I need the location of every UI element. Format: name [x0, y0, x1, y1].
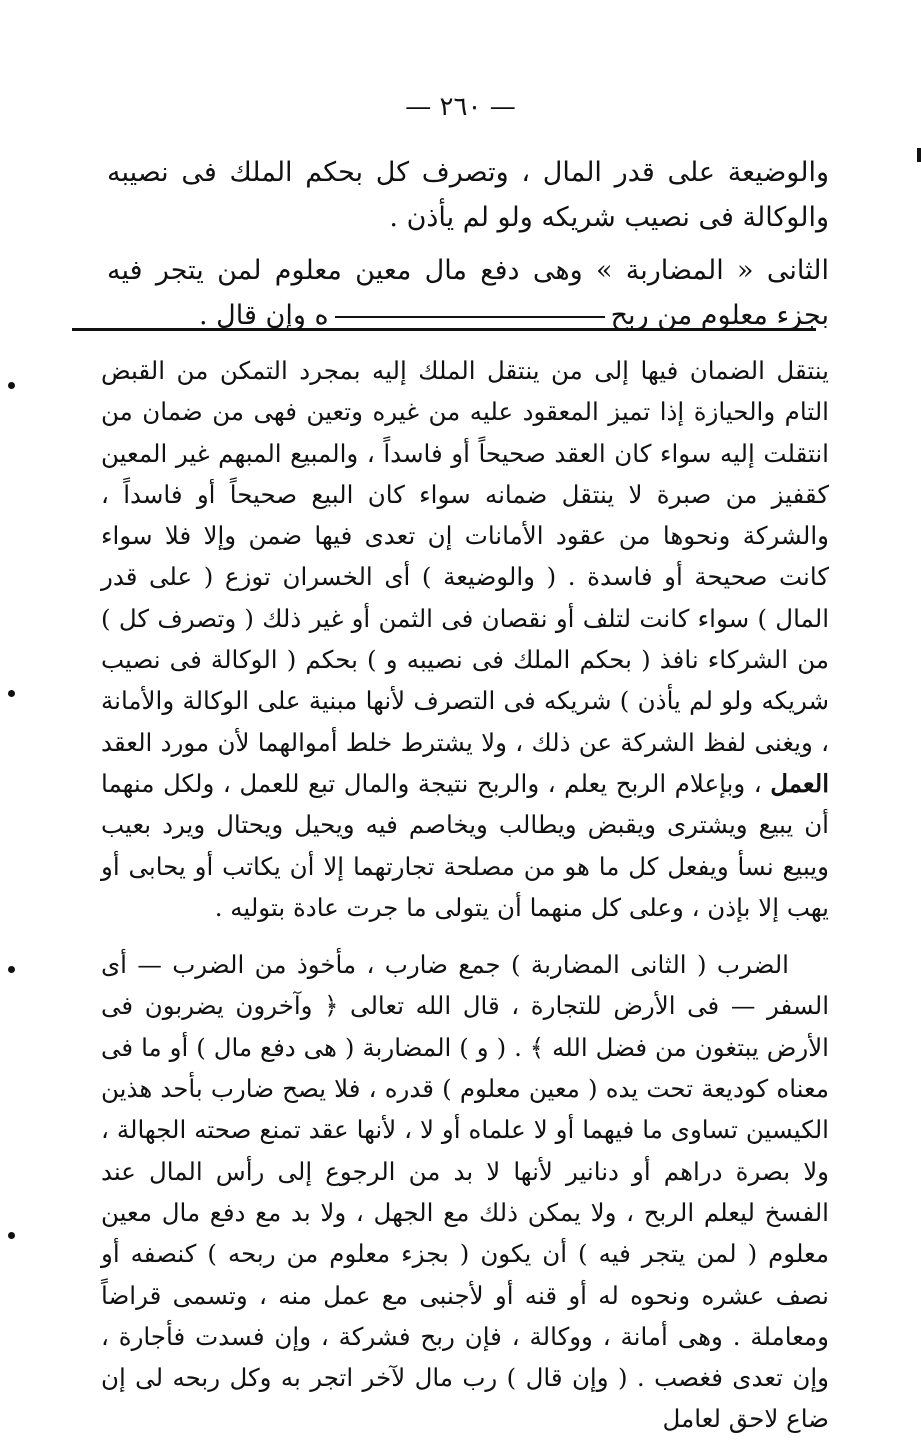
omission-line — [335, 316, 605, 318]
commentary-text — [101, 350, 829, 1440]
commentary-emphasis: العمل — [770, 768, 830, 798]
commentary-segment: ينتقل الضمان فيها إلى من ينتقل الملك إليه بمجرد التمكن من القبض التام والحيازة إذا تميز المعقود عليه من غيره وتعين فهى من ضمان من انتقلت إليه سواء كان العقد صحيحاً أو فاسداً ، والمبيع المبهم غير المعين كقفيز من صبرة لا ينتقل ضمانه سواء كان البيع صحيحاً أو فاسداً ، والشركة ونحوها من عقود الأمانات إن تعدى فيها ضمن وإلا فلا سواء كانت صحيحة أو فاسدة . ( والوضيعة ) أى الخسران توزع ( على قدر المال ) سواء كانت لتلف أو نقصان فى الثمن أو غير ذلك ( وتصرف كل ) من الشركاء نافذ ( بحكم الملك فى نصيبه و ) بحكم ( الوكالة فى نصيب شريكه ولو لم يأذن ) شريكه فى التصرف لأنها مبنية على الوكالة والأمانة ، ويغنى لفظ الشركة عن ذلك ، ولا يشترط خلط أموالهما لأن مورد العقد — [101, 356, 829, 757]
main-text-paragraph: والوضيعة على قدر المال ، وتصرف كل بحكم الملك فى نصيبه والوكالة فى نصيب شريكه ولو لم يأذن . — [107, 157, 829, 233]
main-text-segment: ه وإن قال . — [199, 300, 329, 331]
main-text — [107, 150, 829, 338]
page-number: — ٢٦٠ — — [405, 92, 516, 122]
commentary-segment: ، وبإعلام الربح يعلم ، والربح نتيجة والمال تبع للعمل ، ولكل منهما أن يبيع ويشترى ويقبض ويطالب ويخاصم فيه ويحيل ويحتال ويرد بعيب ويبيع نسأ ويفعل كل ما هو من مصلحة تجارتهما إلا أن يكاتب أو يحابى أو يهب إلا بإذن ، وعلى كل منهما أن يتولى ما جرت عادة بتوليه . — [101, 768, 829, 922]
main-text-segment: الثانى « المضاربة » وهى دفع مال معين معلوم لمن يتجر فيه بجزء معلوم من ربح — [107, 255, 829, 331]
section-divider — [72, 328, 816, 331]
commentary-paragraph — [101, 350, 829, 928]
binding-hole — [8, 690, 15, 697]
main-text-paragraph — [107, 248, 829, 338]
binding-hole — [8, 382, 15, 389]
binding-hole — [8, 1232, 15, 1239]
scan-edge-mark — [917, 148, 921, 162]
binding-hole — [8, 966, 15, 973]
binding-holes — [0, 0, 20, 1340]
commentary-paragraph: الضرب ( الثانى المضاربة ) جمع ضارب ، مأخوذ من الضرب — أى السفر — فى الأرض للتجارة ، قال الله تعالى ﴿ وآخرون يضربون فى الأرض يبتغون من فضل الله ﴾ . ( و ) المضاربة ( هى دفع مال ) أو ما فى معناه كوديعة تحت يده ( معين معلوم ) قدره ، فلا يصح ضارب بأحد هذين الكيسين تساوى ما فيهما أو لا علماه أو لا ، لأنها عقد تمنع صحته الجهالة ، ولا بصرة دراهم أو دنانير لأنها لا بد من الرجوع إلى رأس المال عند الفسخ ليعلم الربح ، ولا يمكن ذلك مع الجهل ، ولا بد مع دفع مال معين معلوم ( لمن يتجر فيه ) أن يكون ( بجزء معلوم من ربحه ) كنصفه أو نصف عشره ونحوه له أو قنه أو لأجنبى مع عمل منه ، وتسمى قراضاً ومعاملة . وهى أمانة ، ووكالة ، فإن ربح فشركة ، وإن فسدت فأجارة ، وإن تعدى فغصب . ( وإن قال ) رب مال لآخر اتجر به وكل ربحه لى إن ضاع لاحق لعامل — [101, 950, 829, 1434]
